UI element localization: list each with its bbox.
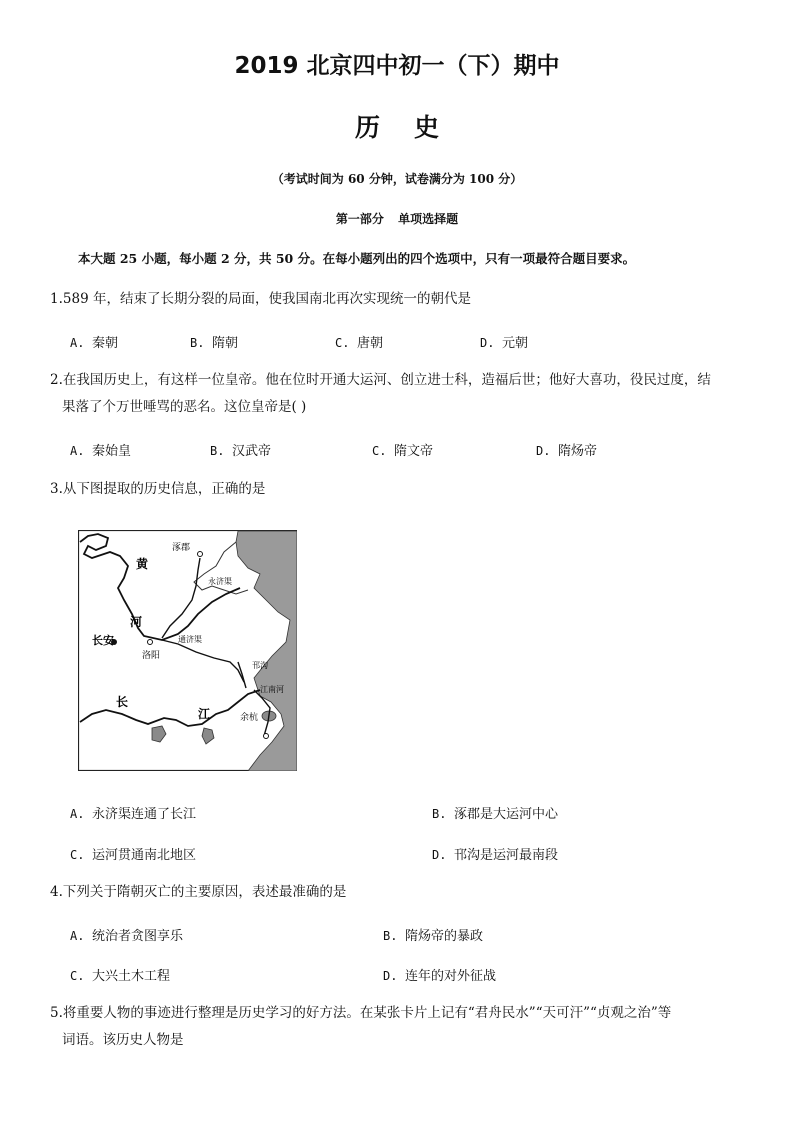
option-text: 唐朝 (357, 336, 384, 351)
question-text-line-2: 果落了个万世唾骂的恶名。这位皇帝是( ) (62, 399, 307, 415)
option-letter: D. (536, 444, 551, 458)
map-label-jiangnanhe: 江南河 (260, 685, 284, 694)
question-1-option-c[interactable] (335, 332, 383, 351)
option-letter: A. (70, 336, 85, 350)
question-text-line-1: 在我国历史上，有这样一位皇帝。他在位时开通大运河、创立进士科，造福后世；他好大喜功，役民过度，结 (62, 372, 711, 388)
map-label-luoyang: 洛阳 (142, 651, 161, 661)
city-marker-icon (148, 640, 153, 645)
question-4-option-b[interactable] (383, 925, 483, 944)
map-label-tongjiqu: 通济渠 (178, 635, 202, 644)
city-marker-icon (198, 552, 203, 557)
question-4-option-d[interactable] (383, 965, 496, 984)
question-text-line-1: 将重要人物的事迹进行整理是历史学习的好方法。在某张卡片上记有“君舟民水”“天可汗”“贞观之治”等 (62, 1005, 672, 1021)
option-letter: A. (70, 929, 85, 943)
option-letter: D. (383, 969, 398, 983)
question-number: 3. (50, 481, 63, 497)
city-marker-icon (264, 734, 269, 739)
question-4-option-a[interactable] (70, 925, 183, 944)
question-2-option-a[interactable] (70, 440, 131, 459)
option-letter: C. (70, 969, 85, 983)
map-label-yuhang: 余杭 (240, 713, 259, 723)
option-text: 运河贯通南北地区 (92, 848, 197, 863)
option-text: 元朝 (502, 336, 529, 351)
map-label-huang: 黄 (136, 557, 149, 571)
question-2-option-b[interactable] (210, 440, 271, 459)
question-text: 从下图提取的历史信息，正确的是 (62, 481, 266, 497)
question-4-option-c[interactable] (70, 965, 170, 984)
option-text: 涿郡是大运河中心 (454, 807, 559, 822)
map-label-jiang: 江 (198, 707, 211, 721)
map-label-he: 河 (130, 615, 143, 629)
question-number: 5. (50, 1005, 63, 1021)
question-number: 4. (50, 884, 63, 900)
map-label-chang: 长 (116, 695, 129, 709)
question-text: 下列关于隋朝灭亡的主要原因，表述最准确的是 (62, 884, 347, 900)
option-text: 隋朝 (212, 336, 239, 351)
option-letter: B. (383, 929, 398, 943)
map-label-zhuojun: 涿郡 (172, 543, 191, 553)
option-letter: B. (432, 807, 447, 821)
question-1-option-d[interactable] (480, 332, 528, 351)
option-letter: B. (190, 336, 205, 350)
option-text: 隋炀帝 (558, 444, 598, 459)
question-3-option-d[interactable] (432, 844, 558, 863)
question-3-option-a[interactable] (70, 803, 196, 822)
question-2-option-d[interactable] (536, 440, 597, 459)
grand-canal-map (78, 530, 297, 771)
question-text: 589 年，结束了长期分裂的局面，使我国南北再次实现统一的朝代是 (62, 291, 471, 307)
option-text: 秦朝 (92, 336, 119, 351)
option-text: 连年的对外征战 (405, 969, 497, 984)
subject-title: 历史 (354, 113, 473, 142)
option-letter: A. (70, 807, 85, 821)
option-text: 大兴土木工程 (92, 969, 171, 984)
option-letter: D. (432, 848, 447, 862)
option-letter: C. (70, 848, 85, 862)
question-3-option-b[interactable] (432, 803, 558, 822)
exam-info: （考试时间为 60 分钟，试卷满分为 100 分） (271, 172, 523, 186)
question-3-option-c[interactable] (70, 844, 196, 863)
option-text: 邗沟是运河最南段 (454, 848, 559, 863)
question-number: 2. (50, 372, 63, 388)
map-label-yongjiqu: 永济渠 (208, 577, 232, 586)
exam-title: 2019 北京四中初一（下）期中 (234, 53, 560, 79)
option-text: 汉武帝 (232, 444, 272, 459)
option-letter: D. (480, 336, 495, 350)
question-1-option-a[interactable] (70, 332, 118, 351)
section-title: 第一部分 单项选择题 (335, 212, 459, 226)
option-letter: B. (210, 444, 225, 458)
option-text: 统治者贪图享乐 (92, 929, 184, 944)
map-label-changan: 长安 (92, 634, 114, 647)
option-text: 隋炀帝的暴政 (405, 929, 484, 944)
question-2-stem (50, 367, 745, 421)
map-label-hangou: 邗沟 (252, 661, 268, 670)
question-1-option-b[interactable] (190, 332, 238, 351)
option-text: 永济渠连通了长江 (92, 807, 197, 822)
question-2-option-c[interactable] (372, 440, 433, 459)
question-5-stem (50, 1000, 745, 1054)
option-text: 秦始皇 (92, 444, 132, 459)
option-letter: C. (335, 336, 350, 350)
section-instruction: 本大题 25 小题，每小题 2 分，共 50 分。在每小题列出的四个选项中，只有一项最符合题目要求。 (78, 251, 636, 266)
option-letter: C. (372, 444, 387, 458)
question-4-stem (50, 879, 745, 906)
option-letter: A. (70, 444, 85, 458)
question-text-line-2: 词语。该历史人物是 (62, 1032, 184, 1048)
option-text: 隋文帝 (394, 444, 434, 459)
question-number: 1. (50, 291, 63, 307)
question-3-stem (50, 476, 745, 503)
question-1-stem (50, 286, 745, 313)
